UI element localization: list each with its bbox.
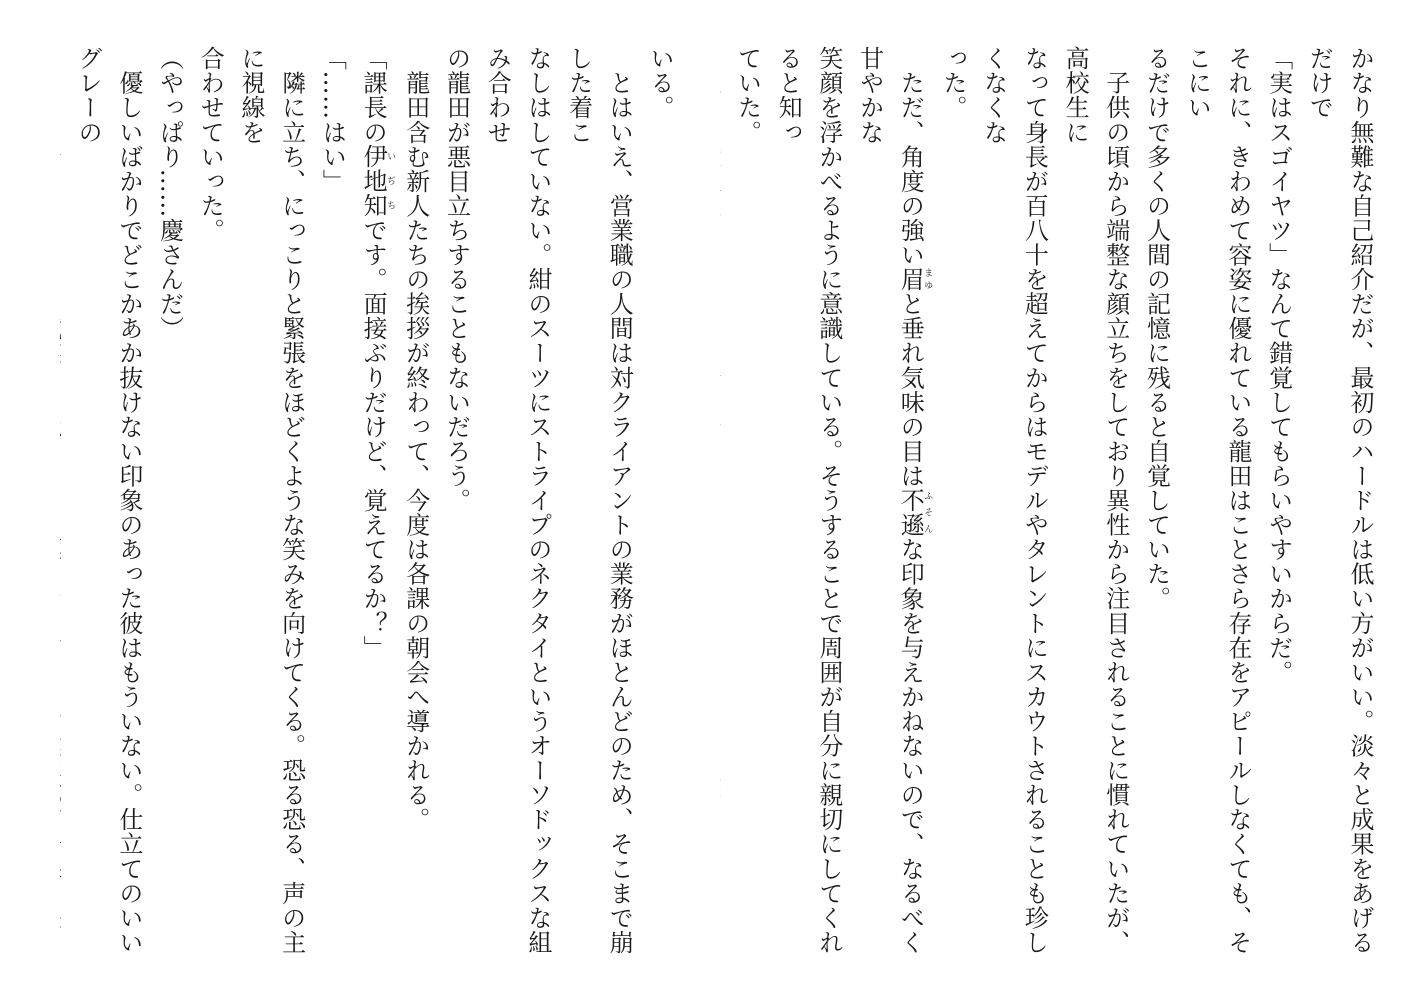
furigana: 眉まゆ xyxy=(896,266,933,292)
text-line: 子供の頃から端整な顔立ちをしており異性から注目されることに慣れていたが、高校生に xyxy=(1061,46,1130,955)
text-line: なしはしていない。紺のスーツにストライプのネクタイというオーソドックスな組み合わせ xyxy=(483,46,552,955)
text-line: 笑顔を浮かべるように意識している。そうすることで周囲が自分に親切にしてくれると知っ xyxy=(774,46,843,955)
text-line: の龍田が悪目立ちすることもないだろう。 xyxy=(442,46,471,513)
text-line: ただ、角度の強い眉まゆと垂れ気味の目は不遜ふそんな印象を与えかねないので、なるべく甘やかな xyxy=(855,46,933,955)
text-line: った。 xyxy=(938,46,967,120)
text-line: 隣に立ち、にっこりと緊張をほどくような笑みを向けてくる。恐る恐る、声の主に視線を xyxy=(236,46,306,955)
text-line: 龍田含む新人たちの挨拶が終わって、今度は各課の朝会へ導かれる。 xyxy=(401,46,430,832)
text-line: いる。 xyxy=(646,46,674,120)
furigana: 不遜ふそん xyxy=(896,487,933,538)
text-line: 「課長の伊地知いぢちです。面接ぶりだけど、覚えてるか？」 xyxy=(359,46,396,660)
text-line: （やっぱり……慶さんだ） xyxy=(155,46,184,341)
text-line xyxy=(720,46,727,976)
text-line: るだけで多くの人間の記憶に残ると自覚していた。 xyxy=(1142,46,1171,611)
furigana: 伊地知いぢち xyxy=(359,144,396,218)
text-line: とはいえ、営業職の人間は対クライアントの業務がほとんどのため、そこまで崩した着こ xyxy=(564,46,634,955)
text-line xyxy=(60,46,67,976)
text-line: 「……はい」 xyxy=(318,46,347,194)
text-line: 優しいばかりでどこかあか抜けない印象のあった彼はもういない。仕立てのいいグレーの xyxy=(74,46,143,955)
text-line: 「実はスゴイヤツ」なんて錯覚してもらいやすいからだ。 xyxy=(1264,46,1293,685)
text-line: ていた。 xyxy=(733,46,762,145)
text-line: 合わせていった。 xyxy=(196,46,225,243)
text-line: なって身長が百八十を超えてからはモデルやタレントにスカウトされることも珍しくなくな xyxy=(979,46,1049,955)
right-page xyxy=(720,46,1380,976)
text-line: それに、きわめて容姿に優れている龍田はことさら存在をアピールしなくても、そこにい xyxy=(1183,46,1252,955)
left-page xyxy=(60,46,680,976)
text-line: かなり無難な自己紹介だが、最初のハードルは低い方がいい。淡々と成果をあげるだけで xyxy=(1305,46,1374,955)
